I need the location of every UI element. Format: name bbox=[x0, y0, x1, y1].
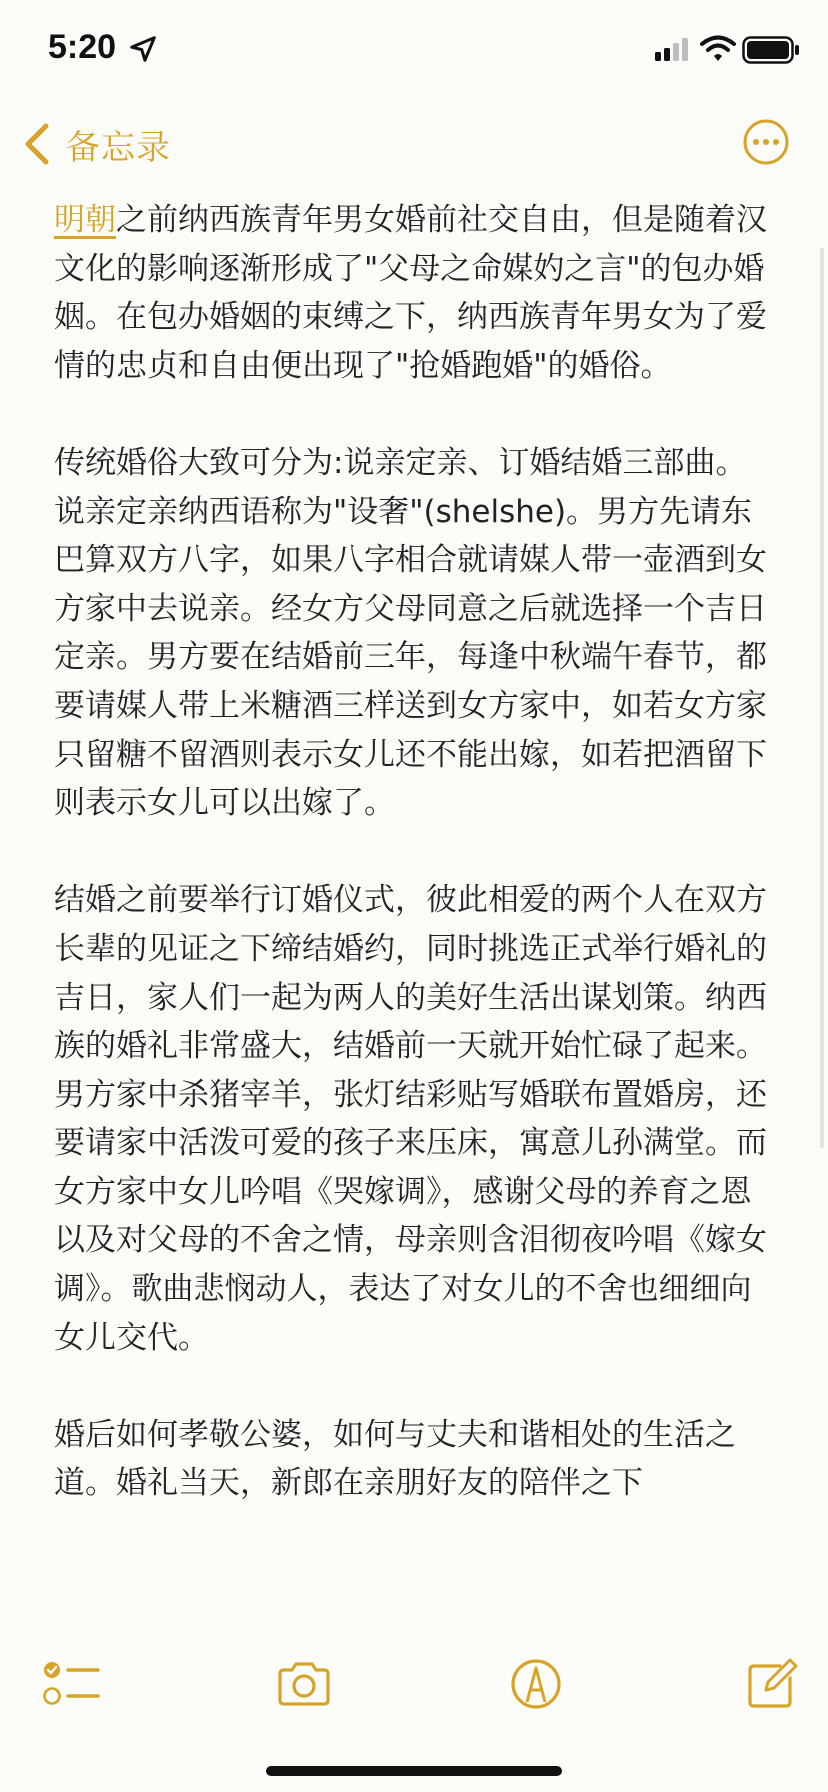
checklist-icon[interactable] bbox=[42, 1656, 102, 1712]
note-body[interactable] bbox=[54, 196, 768, 1557]
scroll-indicator[interactable] bbox=[820, 248, 824, 1148]
markup-pen-icon[interactable] bbox=[506, 1656, 566, 1712]
wifi-icon bbox=[700, 34, 736, 64]
status-time: 5:20 bbox=[48, 28, 117, 66]
note-paragraph-1-text: 之前纳西族青年男女婚前社交自由，但是随着汉文化的影响逐渐形成了"父母之命媒妁之言"的包办婚姻。在包办婚姻的束缚之下，纳西族青年男女为了爱情的忠贞和自由便出现了"抢婚跑婚"的婚俗。 bbox=[54, 202, 767, 384]
note-paragraph-1 bbox=[54, 196, 768, 390]
back-button[interactable] bbox=[22, 116, 171, 172]
battery-icon bbox=[742, 36, 800, 64]
cellular-signal-icon bbox=[654, 38, 690, 62]
status-bar bbox=[0, 0, 828, 100]
note-paragraph-3: 结婚之前要举行订婚仪式，彼此相爱的两个人在双方长辈的见证之下缔结婚约，同时挑选正式举行婚礼的吉日，家人们一起为两人的美好生活出谋划策。纳西族的婚礼非常盛大，结婚前一天就开始忙碌了起来。男方家中杀猪宰羊，张灯结彩贴写婚联布置婚房，还要请家中活泼可爱的孩子来压床，寓意儿孙满堂。而女方家中女儿吟唱《哭嫁调》，感谢父母的养育之恩以及对父母的不舍之情，母亲则含泪彻夜吟唱《嫁女调》。歌曲悲悯动人，表达了对女儿的不舍也细细向女儿交代。 bbox=[54, 882, 767, 1356]
note-paragraph-4: 婚后如何孝敬公婆，如何与丈夫和谐相处的生活之道。婚礼当天，新郎在亲朋好友的陪伴之下 bbox=[54, 1416, 736, 1502]
note-link-ming-dynasty[interactable]: 明朝 bbox=[54, 202, 116, 238]
navigation-bar bbox=[0, 100, 828, 188]
home-indicator[interactable] bbox=[266, 1766, 562, 1776]
camera-icon[interactable] bbox=[274, 1656, 334, 1712]
ellipsis-circle-icon[interactable] bbox=[742, 118, 790, 166]
chevron-left-icon bbox=[22, 122, 52, 166]
compose-icon[interactable] bbox=[740, 1656, 800, 1712]
back-label: 备忘录 bbox=[66, 127, 171, 168]
note-paragraph-2: 传统婚俗大致可分为:说亲定亲、订婚结婚三部曲。说亲定亲纳西语称为"设奢"(shelshe)。男方先请东巴算双方八字，如果八字相合就请媒人带一壶酒到女方家中去说亲。经女方父母同意之后就选择一个吉日定亲。男方要在结婚前三年，每逢中秋端午春节，都要请媒人带上米糖酒三样送到女方家中，如若女方家只留糖不留酒则表示女儿还不能出嫁，如若把酒留下则表示女儿可以出嫁了。 bbox=[54, 444, 767, 822]
location-arrow-icon bbox=[128, 34, 158, 64]
